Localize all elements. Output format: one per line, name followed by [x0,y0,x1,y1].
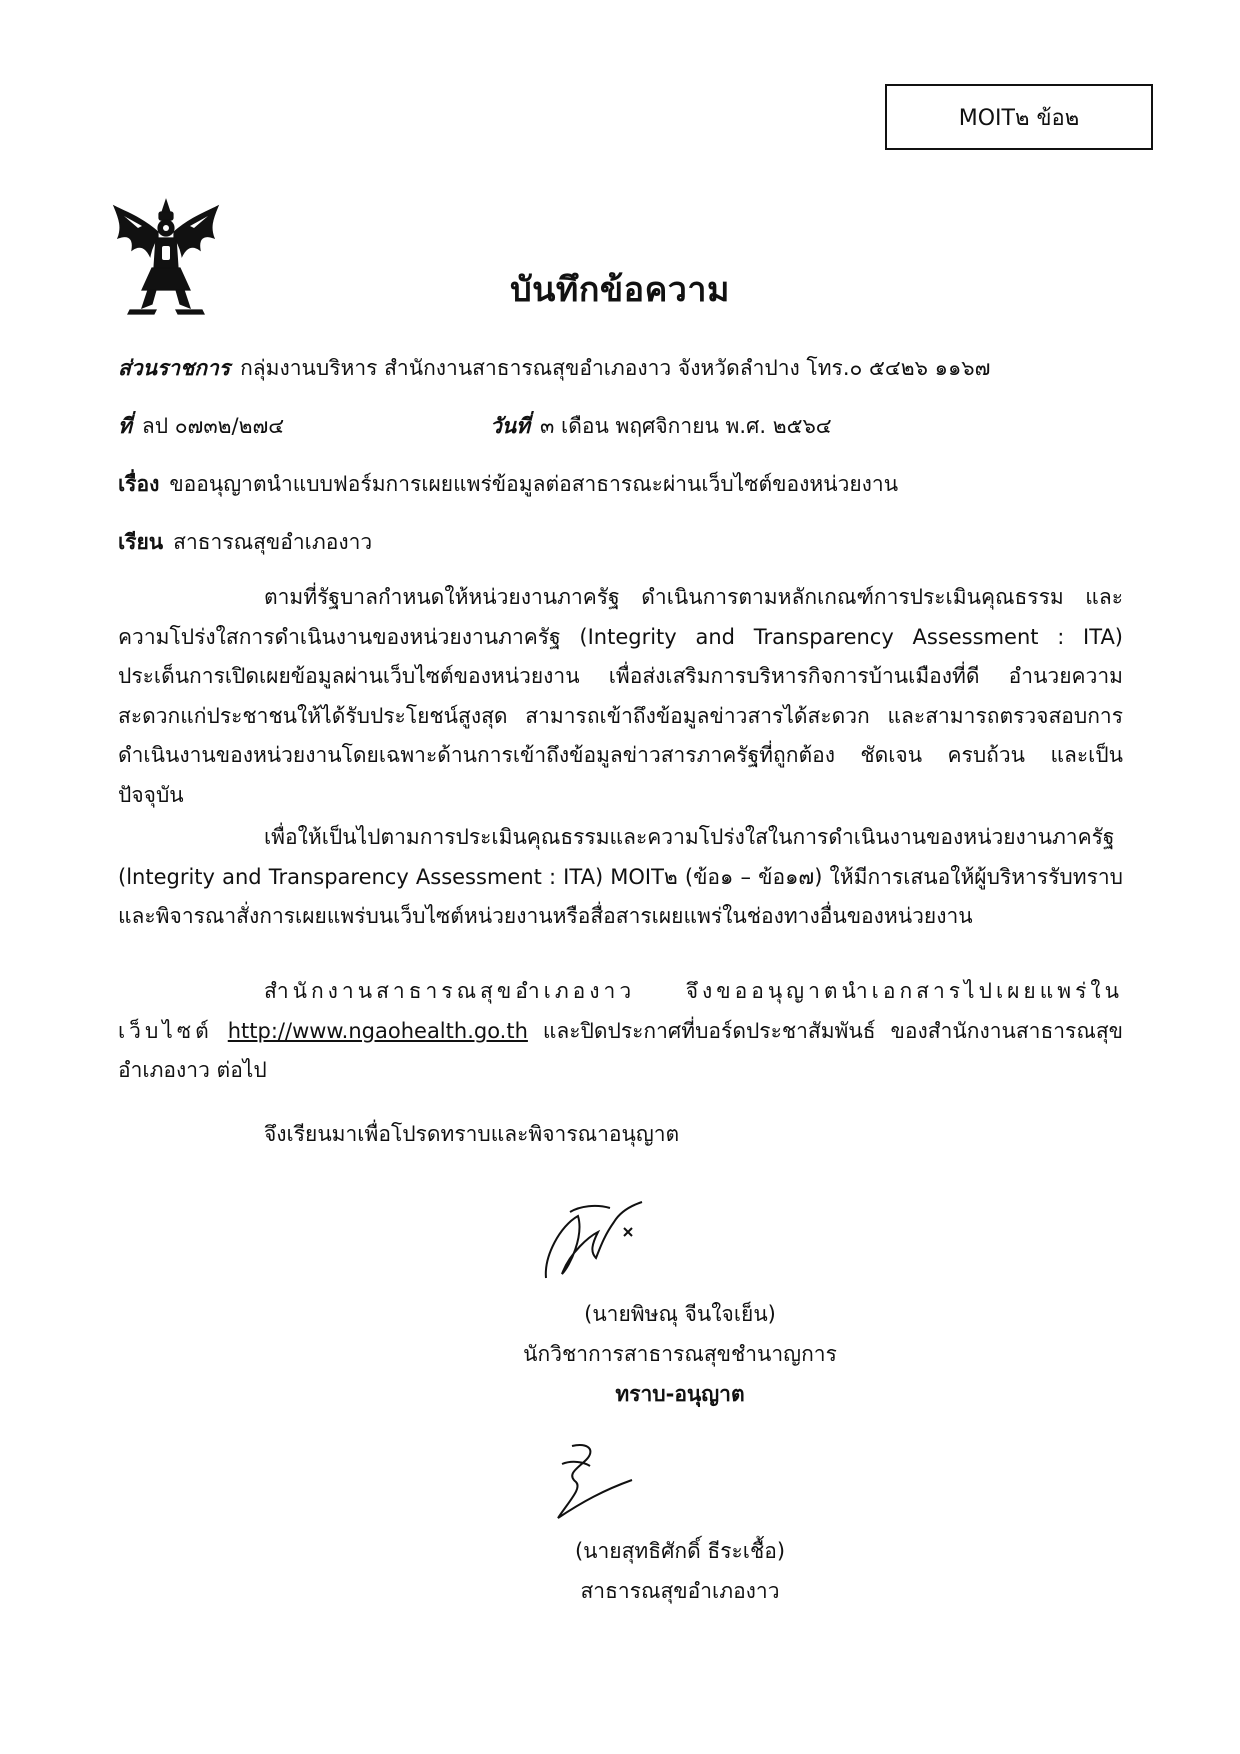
signer-2-position: สาธารณสุขอำเภองาว [580,1579,780,1603]
subject-label: เรื่อง [118,472,160,496]
date-line [490,410,832,443]
agency-label: ส่วนราชการ [118,356,231,380]
subject-line [118,468,898,501]
body-paragraph-2-text: เพื่อให้เป็นไปตามการประเมินคุณธรรมและความโปร่งใสในการดำเนินงานของหน่วยงานภาครัฐ (lntegrity and Transparency Assessment : ITA) MOIT๒ (ข้อ๑ – ข้อ๑๗) ให้มีการเสนอให้ผู้บริหารรับทราบและพิจารณาสั่งการเผยแพร่บนเว็บไซต์หน่วยงานหรือสื่อสารเผยแพร่ในช่องทางอื่นของหน่วยงาน [118,825,1123,928]
body-paragraph-1-text: ตามที่รัฐบาลกำหนดให้หน่วยงานภาครัฐ ดำเนินการตามหลักเกณฑ์การประเมินคุณธรรม และความโปร่งใสการดำเนินงานของหน่วยงานภาครัฐ (Integrity and Transparency Assessment : ITA) ประเด็นการเปิดเผยข้อมูลผ่านเว็บไซต์ของหน่วยงาน เพื่อส่งเสริมการบริหารกิจการบ้านเมืองที่ดี อำนวยความสะดวกแก่ประชาชนให้ได้รับประโยชน์สูงสุด สามารถเข้าถึงข้อมูลข่าวสารได้สะดวก และสามารถตรวจสอบการดำเนินงานของหน่วยงานโดยเฉพาะด้านการเข้าถึงข้อมูลข่าวสารภาครัฐที่ถูกต้อง ชัดเจน ครบถ้วน และเป็นปัจจุบัน [118,585,1123,807]
recipient-label: เรียน [118,530,164,554]
body-paragraph-3-text: สำนักงานสาธารณสุขอำเภองาว จึงขออนุญาตนำเอกสารไปเผยแพร่ในเว็บไซต์ [118,979,1123,1043]
signer-1-name: (นายพิษณุ จีนใจเย็น) [584,1302,776,1326]
signature-2-icon [542,1440,638,1524]
reference-label: ที่ [118,414,132,438]
body-paragraph-3-rest: และปิดประกาศที่บอร์ดประชาสัมพันธ์ ของสำนักงานสาธารณสุขอำเภองาว ต่อไป [118,1018,1123,1082]
agency-value: กลุ่มงานบริหาร สำนักงานสาธารณสุขอำเภองาว จังหวัดลำปาง โทร.๐ ๕๔๒๖ ๑๑๖๗ [240,356,991,380]
body-paragraph-2 [118,818,1123,937]
closing-line: จึงเรียนมาเพื่อโปรดทราบและพิจารณาอนุญาต [264,1122,680,1146]
agency-line [118,352,990,385]
subject-value: ขออนุญาตนำแบบฟอร์มการเผยแพร่ข้อมูลต่อสาธารณะผ่านเว็บไซต์ของหน่วยงาน [169,472,899,496]
recipient-line [118,526,372,559]
recipient-value: สาธารณสุขอำเภองาว [173,530,373,554]
date-value: ๓ เดือน พฤศจิกายน พ.ศ. ๒๕๖๔ [540,414,832,438]
website-link[interactable]: http://www.ngaohealth.go.th [227,1018,528,1043]
reference-value: ลป ๐๗๓๒/๒๗๔ [141,414,285,438]
body-paragraph-1 [118,578,1123,815]
body-paragraph-3 [118,972,1123,1091]
signature-1-icon [540,1196,650,1282]
signer-1-position: นักวิชาการสาธารณสุขชำนาญการ [523,1342,837,1366]
approval-note: ทราบ-อนุญาต [615,1382,745,1406]
document-code-badge: MOIT๒ ข้อ๒ [885,84,1153,150]
signer-2-name: (นายสุทธิศักดิ์ ธีระเชื้อ) [574,1539,786,1563]
memo-title: บันทึกข้อความ [510,270,730,310]
date-label: วันที่ [490,414,530,438]
reference-line [118,410,284,443]
